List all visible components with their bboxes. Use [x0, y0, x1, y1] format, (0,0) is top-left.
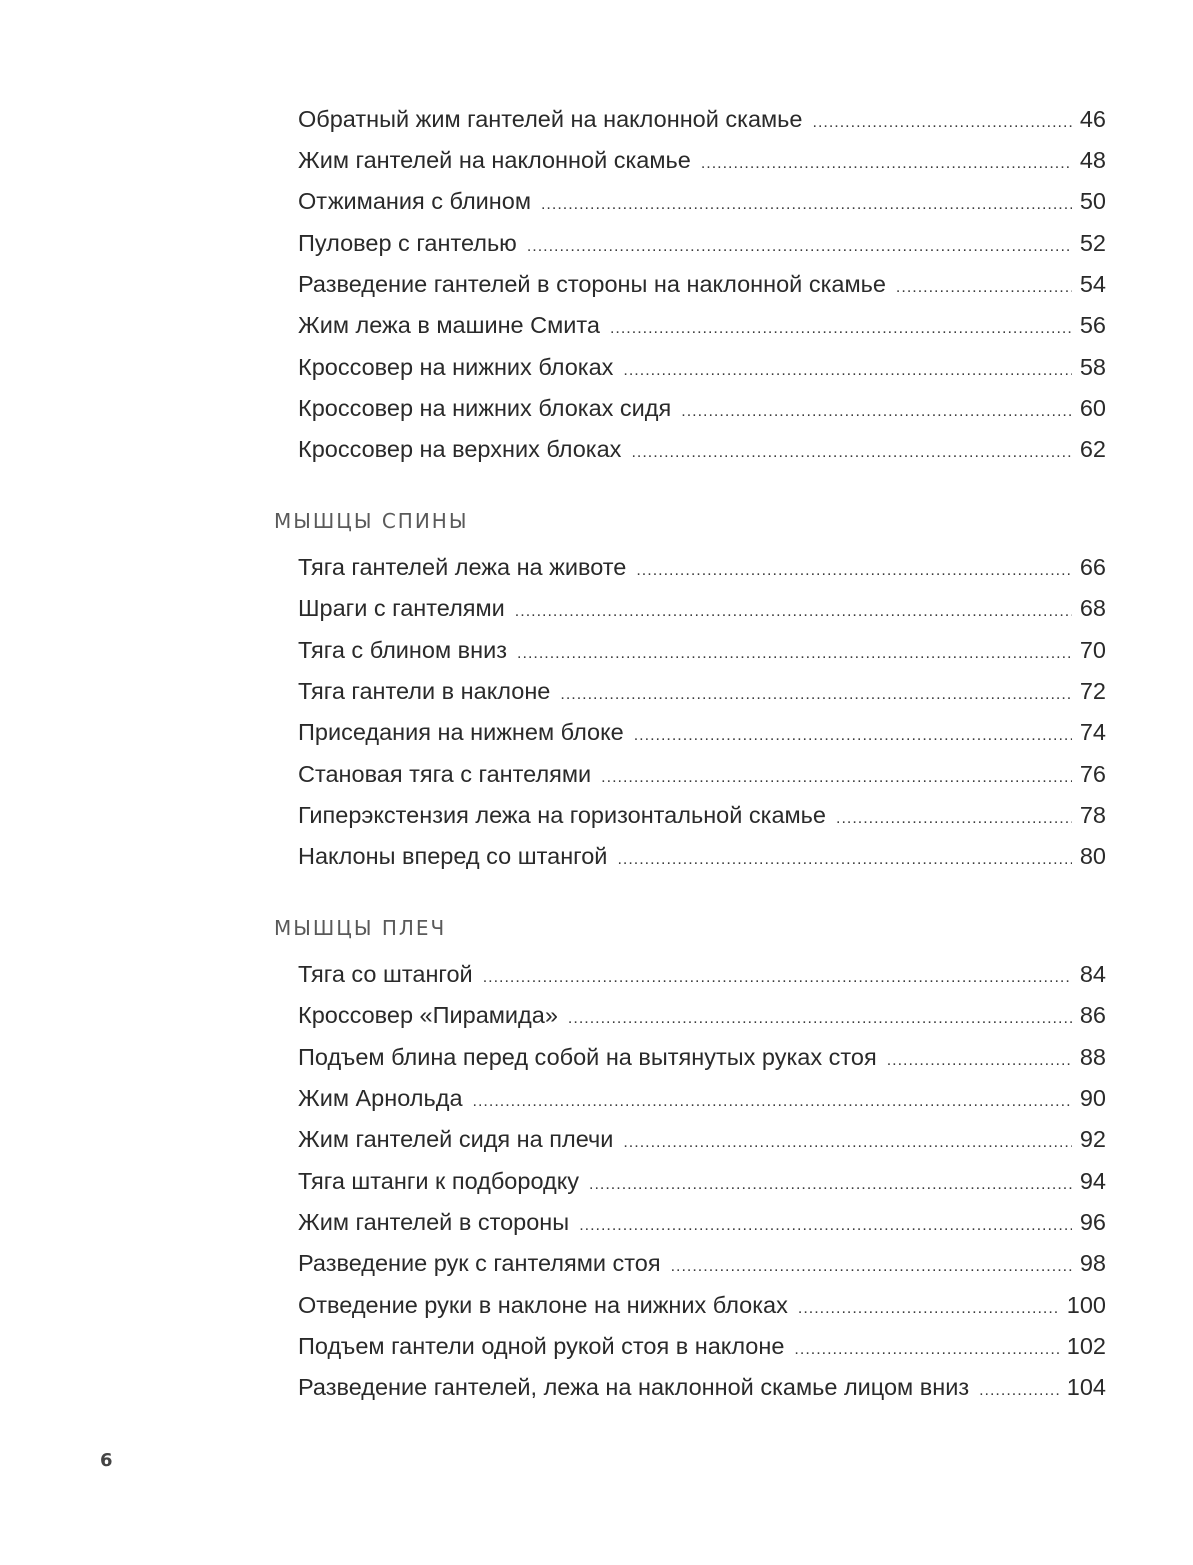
toc-entry[interactable]	[298, 551, 1106, 583]
toc-entry[interactable]	[298, 634, 1106, 666]
toc-entry-page: 50	[1079, 188, 1106, 214]
dot-leader	[560, 679, 1071, 711]
toc-entry[interactable]	[298, 144, 1106, 176]
dot-leader	[517, 638, 1072, 670]
toc-entry-title: Пуловер с гантелью	[298, 230, 517, 256]
toc-entry[interactable]	[298, 958, 1106, 990]
toc-entry[interactable]	[298, 103, 1106, 135]
dot-leader	[473, 1086, 1072, 1118]
toc-entry-page: 94	[1079, 1168, 1106, 1194]
dot-leader	[589, 1169, 1072, 1201]
toc-entry[interactable]	[298, 716, 1106, 748]
toc-entry-title: Приседания на нижнем блоке	[298, 719, 624, 745]
dot-leader	[483, 962, 1072, 994]
toc-entry[interactable]	[298, 840, 1106, 872]
toc-entry-page: 72	[1079, 678, 1106, 704]
toc-entry[interactable]	[298, 392, 1106, 424]
toc-entry[interactable]	[298, 1289, 1106, 1321]
toc-entry-title: Подъем блина перед собой на вытянутых руках стоя	[298, 1044, 877, 1070]
toc-entry[interactable]	[298, 1123, 1106, 1155]
toc-entry-title: Разведение рук с гантелями стоя	[298, 1250, 661, 1276]
toc-entry-page: 48	[1079, 147, 1106, 173]
toc-entry-page: 76	[1079, 761, 1106, 787]
toc-entry-page: 90	[1079, 1085, 1106, 1111]
dot-leader	[634, 720, 1072, 752]
toc-entry[interactable]	[298, 1371, 1106, 1403]
dot-leader	[617, 844, 1071, 876]
toc-entry[interactable]	[298, 1247, 1106, 1279]
toc-entry[interactable]	[298, 758, 1106, 790]
toc-entry-page: 100	[1066, 1292, 1106, 1318]
toc-entry-title: Жим Арнольда	[298, 1085, 463, 1111]
toc-entry-title: Наклоны вперед со штангой	[298, 843, 608, 869]
toc-entry-title: Жим лежа в машине Смита	[298, 312, 600, 338]
toc-entry-title: Кроссовер «Пирамида»	[298, 1002, 558, 1028]
toc-entry[interactable]	[298, 675, 1106, 707]
toc-entry-title: Тяга с блином вниз	[298, 637, 508, 663]
dot-leader	[623, 355, 1071, 387]
toc-entry-title: Отжимания с блином	[298, 188, 531, 214]
toc-entry-page: 60	[1079, 395, 1106, 421]
toc-entry-title: Шраги с гантелями	[298, 595, 505, 621]
dot-leader	[671, 1251, 1072, 1283]
toc-entry-page: 104	[1066, 1374, 1106, 1400]
toc-entry-page: 70	[1079, 637, 1106, 663]
dot-leader	[836, 803, 1072, 835]
section-heading: МЫШЦЫ ПЛЕЧ	[274, 916, 447, 940]
toc-entry-page: 98	[1079, 1250, 1106, 1276]
toc-entry-page: 62	[1079, 436, 1106, 462]
toc-entry-title: Кроссовер на нижних блоках сидя	[298, 395, 672, 421]
toc-entry[interactable]	[298, 309, 1106, 341]
toc-entry[interactable]	[298, 1206, 1106, 1238]
toc-entry-page: 74	[1079, 719, 1106, 745]
toc-entry-title: Становая тяга с гантелями	[298, 761, 592, 787]
toc-entry[interactable]	[298, 1082, 1106, 1114]
toc-entry-page: 68	[1079, 595, 1106, 621]
toc-entry[interactable]	[298, 1165, 1106, 1197]
dot-leader	[601, 762, 1072, 794]
dot-leader	[798, 1293, 1059, 1325]
toc-entry-page: 102	[1066, 1333, 1106, 1359]
toc-entry[interactable]	[298, 227, 1106, 259]
toc-entry-page: 56	[1079, 312, 1106, 338]
dot-leader	[701, 148, 1072, 180]
dot-leader	[579, 1210, 1072, 1242]
toc-entry-title: Кроссовер на верхних блоках	[298, 436, 622, 462]
toc-entry-page: 84	[1079, 961, 1106, 987]
toc-entry-page: 46	[1079, 106, 1106, 132]
toc-entry-page: 88	[1079, 1044, 1106, 1070]
toc-entry-page: 52	[1079, 230, 1106, 256]
toc-entry-title: Жим гантелей в стороны	[298, 1209, 570, 1235]
dot-leader	[527, 231, 1072, 263]
toc-entry[interactable]	[298, 351, 1106, 383]
dot-leader	[681, 396, 1072, 428]
toc-entry[interactable]	[298, 268, 1106, 300]
toc-entry-title: Гиперэкстензия лежа на горизонтальной скамье	[298, 802, 826, 828]
toc-entry[interactable]	[298, 999, 1106, 1031]
toc-entry-title: Разведение гантелей в стороны на наклонной скамье	[298, 271, 886, 297]
toc-entry[interactable]	[298, 592, 1106, 624]
dot-leader	[631, 437, 1071, 469]
dot-leader	[794, 1334, 1058, 1366]
dot-leader	[636, 555, 1072, 587]
dot-leader	[623, 1127, 1072, 1159]
page-number: 6	[100, 1450, 113, 1471]
toc-entry-page: 96	[1079, 1209, 1106, 1235]
toc-entry[interactable]	[298, 1330, 1106, 1362]
dot-leader	[541, 189, 1072, 221]
dot-leader	[610, 313, 1072, 345]
toc-entry-title: Жим гантелей сидя на плечи	[298, 1126, 614, 1152]
toc-entry-title: Обратный жим гантелей на наклонной скамье	[298, 106, 803, 132]
toc-entry-page: 54	[1079, 271, 1106, 297]
section-heading: МЫШЦЫ СПИНЫ	[274, 509, 469, 533]
toc-entry-title: Тяга гантели в наклоне	[298, 678, 551, 704]
toc-entry-page: 92	[1079, 1126, 1106, 1152]
toc-entry[interactable]	[298, 433, 1106, 465]
toc-entry[interactable]	[298, 1041, 1106, 1073]
toc-entry-title: Тяга штанги к подбородку	[298, 1168, 580, 1194]
toc-entry-page: 86	[1079, 1002, 1106, 1028]
toc-entry[interactable]	[298, 799, 1106, 831]
toc-entry-title: Жим гантелей на наклонной скамье	[298, 147, 691, 173]
toc-entry-title: Тяга со штангой	[298, 961, 473, 987]
toc-entry-title: Кроссовер на нижних блоках	[298, 354, 614, 380]
dot-leader	[887, 1045, 1072, 1077]
dot-leader	[515, 596, 1072, 628]
toc-entry-title: Отведение руки в наклоне на нижних блоках	[298, 1292, 788, 1318]
dot-leader	[568, 1003, 1072, 1035]
dot-leader	[979, 1375, 1059, 1407]
toc-entry-page: 78	[1079, 802, 1106, 828]
toc-entry-page: 58	[1079, 354, 1106, 380]
toc-entry[interactable]	[298, 185, 1106, 217]
dot-leader	[813, 107, 1072, 139]
toc-entry-title: Подъем гантели одной рукой стоя в наклоне	[298, 1333, 785, 1359]
dot-leader	[896, 272, 1072, 304]
toc-entry-page: 80	[1079, 843, 1106, 869]
toc-entry-title: Тяга гантелей лежа на животе	[298, 554, 627, 580]
toc-entry-page: 66	[1079, 554, 1106, 580]
toc-entry-title: Разведение гантелей, лежа на наклонной скамье лицом вниз	[298, 1374, 970, 1400]
